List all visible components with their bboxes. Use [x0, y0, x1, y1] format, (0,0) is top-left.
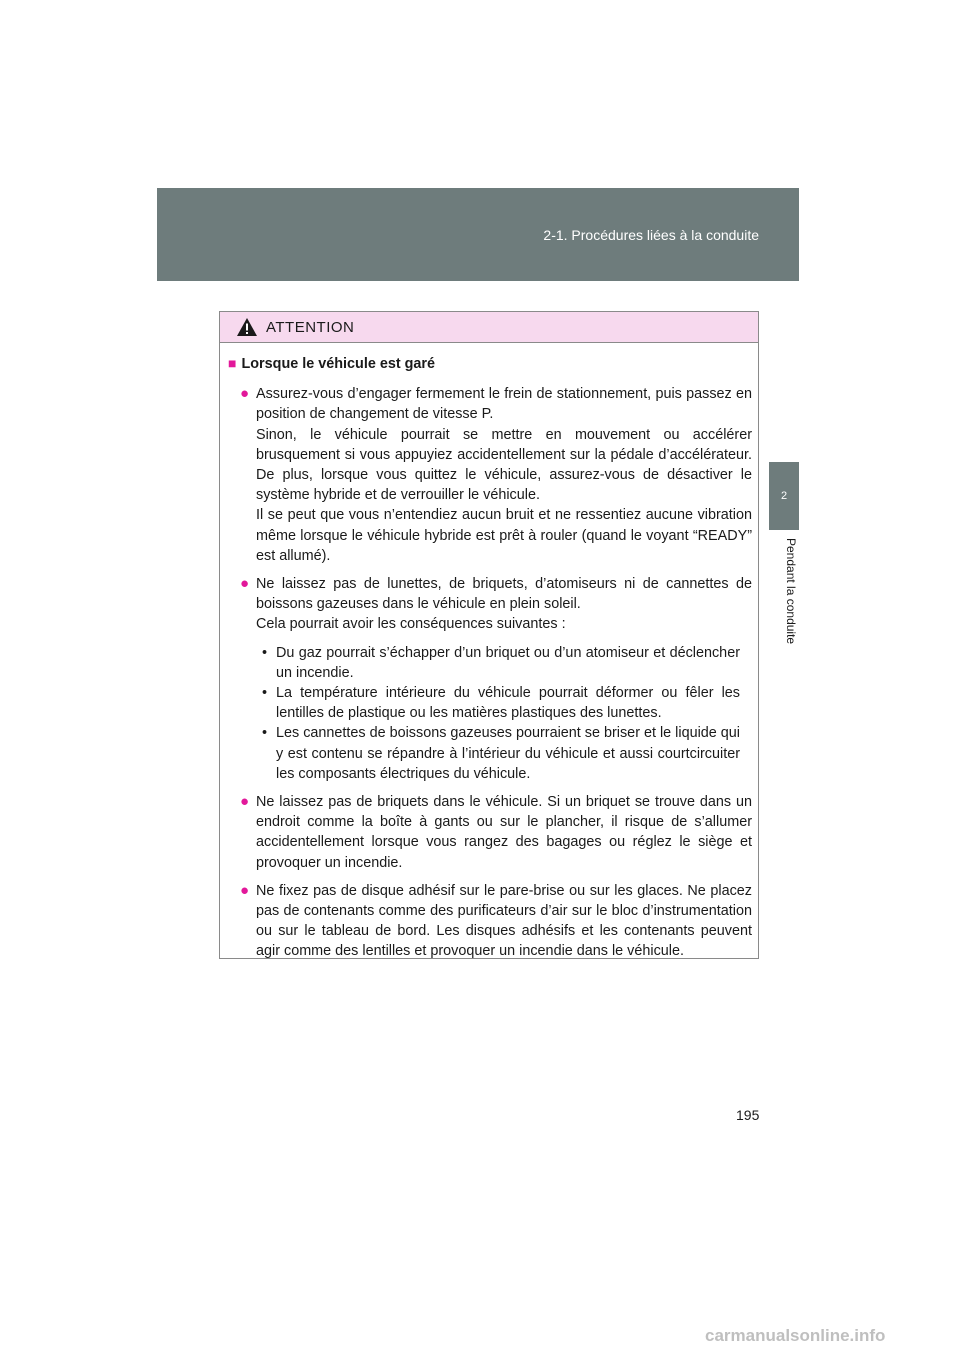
sub-item-text: Les cannettes de boissons gazeuses pourraient se briser et le liquide qui y est contenu se répandre à l’intérieur du véhicule et aussi courtcircuiter les composants électriques du véhicule.: [276, 725, 740, 782]
chapter-tab: [769, 462, 799, 530]
warning-title: ATTENTION: [266, 318, 355, 336]
sub-list: [256, 643, 752, 784]
section-heading: [228, 353, 752, 374]
sub-list-item: [256, 683, 752, 723]
warning-triangle-icon: [236, 317, 258, 337]
circle-bullet-icon: ●: [240, 793, 250, 811]
section-heading-text: Lorsque le véhicule est garé: [241, 356, 436, 372]
chapter-number: 2: [780, 490, 788, 502]
item-text: Ne laissez pas de briquets dans le véhicule. Si un briquet se trouve dans un endroit comme la boîte à gants ou sur le plancher, il risque de s’allumer accidentellement lorsque vous rangez des bagages ou réglez le siège et provoquer un incendie.: [256, 794, 752, 871]
circle-bullet-icon: ●: [240, 575, 250, 593]
list-item: [228, 792, 752, 873]
dot-bullet-icon: •: [262, 644, 268, 661]
list-item: [228, 574, 752, 784]
section-title: 2-1. Procédures liées à la conduite: [543, 227, 759, 243]
warning-box: [219, 311, 759, 959]
dot-bullet-icon: •: [262, 725, 268, 742]
circle-bullet-icon: ●: [240, 881, 250, 899]
sub-list-item: [256, 643, 752, 683]
item-text: Ne fixez pas de disque adhésif sur le pare-brise ou sur les glaces. Ne placez pas de contenants comme des purificateurs d’air sur le bloc d’instrumentation ou sur le tableau de bord. Les disques adhésifs et les contenants peuvent agir comme des lentilles et provoquer un incendie dans le véhicule.: [256, 882, 752, 960]
item-text: Assurez-vous d’engager fermement le frein de stationnement, puis passez en position de changement de vitesse P.: [256, 386, 752, 423]
warning-body: [220, 343, 758, 962]
page-number: 195: [736, 1107, 760, 1123]
warning-header: [220, 312, 758, 343]
item-text: Sinon, le véhicule pourrait se mettre en mouvement ou accélérer brusquement si vous appuyiez accidentellement sur la pédale d’accélérateur. De plus, lorsque vous quittez le véhicule, assurez-vous de désactiver le système hybride et de verrouiller le véhicule.: [256, 426, 752, 504]
circle-bullet-icon: ●: [240, 385, 250, 403]
sub-item-text: Du gaz pourrait s’échapper d’un briquet ou d’un atomiseur et déclencher un incendie.: [276, 644, 740, 681]
item-text: Il se peut que vous n’entendiez aucun bruit et ne ressentiez aucune vibration même lorsque le véhicule hybride est prêt à rouler (quand le voyant “READY” est allumé).: [256, 507, 752, 564]
sub-item-text: La température intérieure du véhicule pourrait déformer ou fêler les lentilles de plastique ou les matières plastiques des lunettes.: [276, 685, 740, 722]
square-bullet-icon: ■: [228, 355, 237, 371]
item-text: Ne laissez pas de lunettes, de briquets, d’atomiseurs ni de cannettes de boissons gazeuses dans le véhicule en plein soleil.: [256, 576, 752, 613]
sub-list-item: [256, 723, 752, 784]
watermark: carmanualsonline.info: [705, 1326, 886, 1345]
chapter-header: [157, 188, 799, 281]
dot-bullet-icon: •: [262, 685, 268, 702]
list-item: [228, 881, 752, 962]
list-item: [228, 384, 752, 566]
item-text: Cela pourrait avoir les conséquences suivantes :: [256, 616, 566, 633]
chapter-label: Pendant la conduite: [784, 538, 798, 645]
